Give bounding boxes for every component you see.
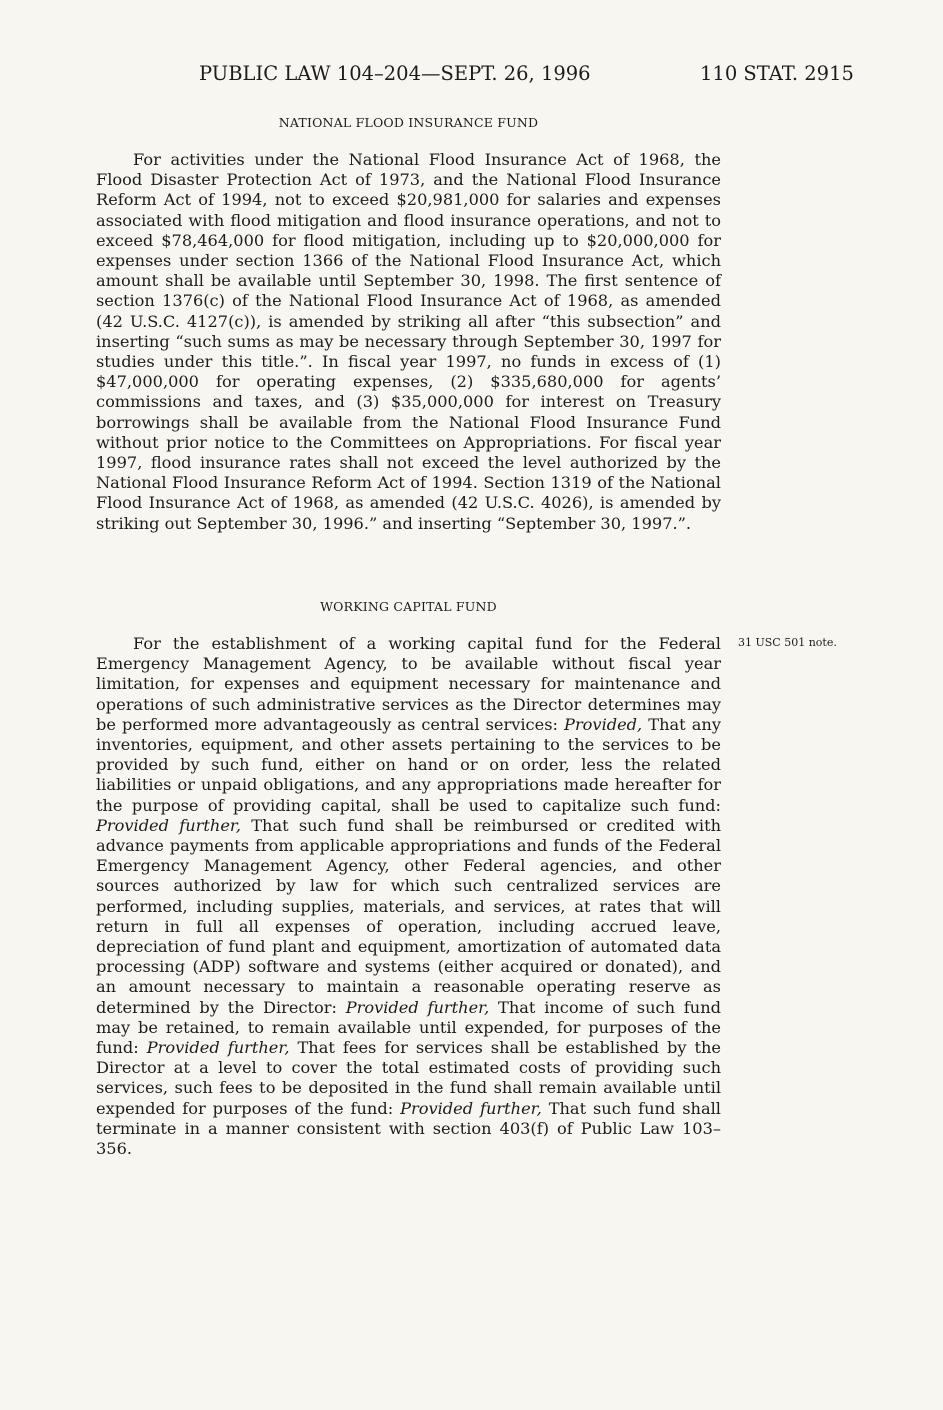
- running-header-title: PUBLIC LAW 104–204—SEPT. 26, 1996: [199, 62, 591, 85]
- flood-insurance-fund-paragraph: For activities under the National Flood Insurance Act of 1968, the Flood Disaster Protection Act of 1973, and the National Flood Insurance Reform Act of 1994, not to exceed $20,981,000 for salaries and expenses associated with flood mitigation and flood insurance operations, and not to exceed $78,464,000 for flood mitigation, including up to $20,000,000 for expenses under section 1366 of the National Flood Insurance Act, which amount shall be available until September 30, 1998. The first sentence of section 1376(c) of the National Flood Insurance Act of 1968, as amended (42 U.S.C. 4127(c)), is amended by striking all after “this subsection” and inserting “such sums as may be necessary through September 30, 1997 for studies under this title.”. In fiscal year 1997, no funds in excess of (1) $47,000,000 for operating expenses, (2) $335,680,000 for agents’ commissions and taxes, and (3) $35,000,000 for interest on Treasury borrowings shall be available from the National Flood Insurance Fund without prior notice to the Committees on Appropriations. For fiscal year 1997, flood insurance rates shall not exceed the level authorized by the National Flood Insurance Reform Act of 1994. Section 1319 of the National Flood Insurance Act of 1968, as amended (42 U.S.C. 4026), is amended by striking out September 30, 1996.” and inserting “September 30, 1997.”.: [96, 150, 721, 533]
- proviso-term: Provided further,: [146, 1038, 290, 1058]
- section-heading-flood-insurance-fund: NATIONAL FLOOD INSURANCE FUND: [278, 115, 539, 130]
- paragraph-text: For the establishment of a working capital fund for the Federal Emergency Management Agency, to be available without fiscal year limitation, for expenses and equipment necessary for maintenance and operations of such administrative services as the Director determines may be performed more advantageously as central services:: [96, 634, 721, 734]
- statute-page-number: 110 STAT. 2915: [700, 62, 854, 85]
- paragraph-text: That such fund shall terminate in a manner consistent with section 403(f) of Public Law 103–356.: [96, 1098, 721, 1159]
- proviso-term: Provided further,: [96, 815, 242, 835]
- paragraph-text: That such fund shall be reimbursed or credited with advance payments from applicable appropriations and funds of the Federal Emergency Management Agency, other Federal agencies, and other sources authorized by law for which such centralized services are performed, including supplies, materials, and services, at rates that will return in full all expenses of operation, including accrued leave, depreciation of fund plant and equipment, amortization of automated data processing (ADP) software and systems (either acquired or donated), and an amount necessary to maintain a reasonable operating reserve as determined by the Director:: [96, 815, 722, 1017]
- working-capital-fund-paragraph: [96, 634, 721, 1159]
- proviso-term: Provided,: [564, 714, 643, 734]
- section-heading-working-capital-fund: WORKING CAPITAL FUND: [320, 599, 497, 614]
- paragraph-text: That any inventories, equipment, and other assets pertaining to the services to be provided by such fund, either on hand or on order, less the related liabilities or unpaid obligations, and any appropriations made hereafter for the purpose of providing capital, shall be used to capitalize such fund:: [96, 714, 721, 815]
- proviso-term: Provided further,: [345, 997, 490, 1017]
- margin-citation-note: 31 USC 501 note.: [738, 636, 837, 649]
- paragraph-text: That fees for services shall be established by the Director at a level to cover the total estimated costs of providing such services, such fees to be deposited in the fund shall remain available until expended for purposes of the fund:: [96, 1038, 721, 1118]
- proviso-term: Provided further,: [400, 1098, 542, 1118]
- paragraph-text: That income of such fund may be retained, to remain available until expended, for purposes of the fund:: [96, 997, 721, 1058]
